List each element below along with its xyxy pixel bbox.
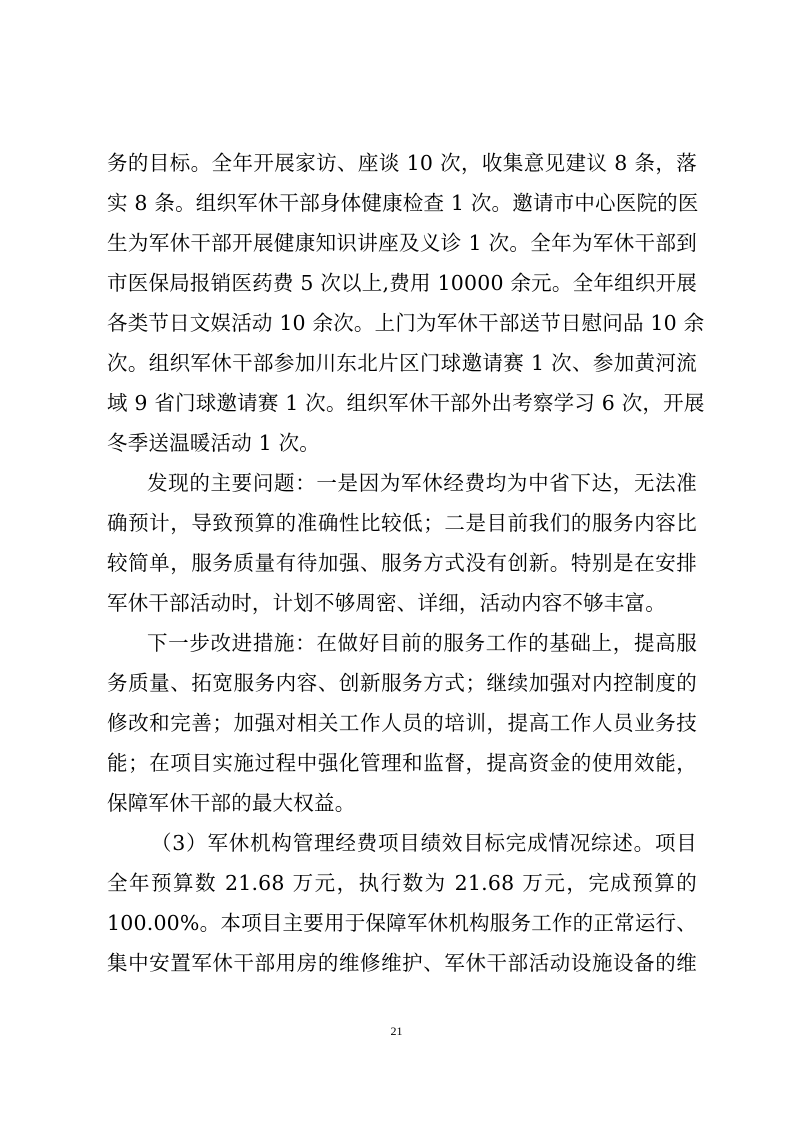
text-line: 修改和完善；加强对相关工作人员的培训，提高工作人员业务技 xyxy=(107,711,697,735)
text-line: 务质量、拓宽服务内容、创新服务方式；继续加强对内控制度的 xyxy=(107,671,697,695)
text-line: 100.00%。本项目主要用于保障军休机构服务工作的正常运行、 xyxy=(107,911,697,935)
text-line: 集中安置军休干部用房的维修维护、军休干部活动设施设备的维 xyxy=(107,951,697,975)
text-line: 保障军休干部的最大权益。 xyxy=(107,791,356,815)
paragraph-first-line: 发现的主要问题：一是因为军休经费均为中省下达，无法准 xyxy=(147,471,697,495)
text-line: 全年预算数 21.68 万元，执行数为 21.68 万元，完成预算的 xyxy=(107,871,697,895)
text-line: 军休干部活动时，计划不够周密、详细，活动内容不够丰富。 xyxy=(107,591,666,615)
text-line: 确预计，导致预算的准确性比较低；二是目前我们的服务内容比 xyxy=(107,511,697,535)
text-line: 生为军休干部开展健康知识讲座及义诊 1 次。全年为军休干部到 xyxy=(107,231,697,255)
text-line: 务的目标。全年开展家访、座谈 10 次，收集意见建议 8 条，落 xyxy=(107,151,697,175)
text-line: 实 8 条。组织军休干部身体健康检查 1 次。邀请市中心医院的医 xyxy=(107,191,699,215)
paragraph-first-line: （3）军休机构管理经费项目绩效目标完成情况综述。项目 xyxy=(151,831,697,855)
text-line: 较简单，服务质量有待加强、服务方式没有创新。特别是在安排 xyxy=(107,551,697,575)
text-line: 冬季送温暖活动 1 次。 xyxy=(107,431,320,455)
paragraph-first-line: 下一步改进措施：在做好目前的服务工作的基础上，提高服 xyxy=(147,631,697,655)
text-line: 能；在项目实施过程中强化管理和监督，提高资金的使用效能， xyxy=(107,751,697,775)
text-line: 各类节日文娱活动 10 余次。上门为军休干部送节日慰问品 10 余 xyxy=(107,311,705,335)
page-number: 21 xyxy=(390,1024,403,1038)
text-line: 次。组织军休干部参加川东北片区门球邀请赛 1 次、参加黄河流 xyxy=(107,351,697,375)
text-line: 市医保局报销医药费 5 次以上,费用 10000 余元。全年组织开展 xyxy=(107,271,697,295)
text-line: 域 9 省门球邀请赛 1 次。组织军休干部外出考察学习 6 次，开展 xyxy=(107,391,705,415)
body-text xyxy=(107,143,705,983)
